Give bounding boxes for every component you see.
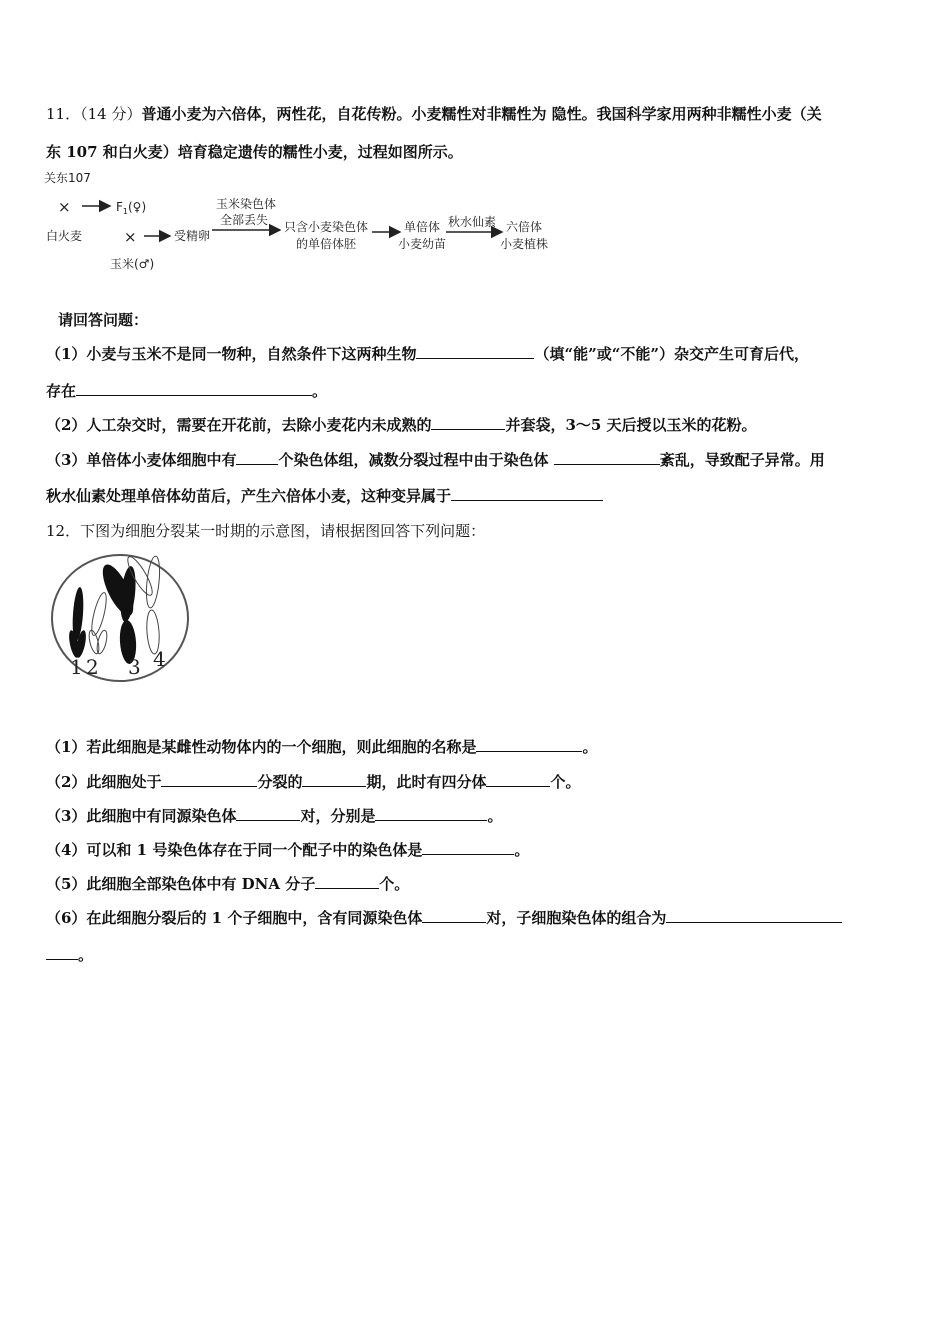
q11-p1-blank2[interactable] xyxy=(76,380,312,396)
hexaploid-line1: 六倍体 xyxy=(506,220,543,234)
parent2-label: 白火麦 xyxy=(46,229,83,243)
q11-p2-text-a: （2）人工杂交时，需要在开花前，去除小麦花内未成熟的 xyxy=(46,416,432,434)
q11-p1-text-d: 。 xyxy=(312,382,328,400)
q12-s2-text-b: 分裂的 xyxy=(257,773,303,791)
q11-score: （14 分） xyxy=(80,105,142,123)
q11-p3-text-c: 紊乱，导致配子异常。用 xyxy=(659,451,825,469)
embryo-line2: 的单倍体胚 xyxy=(296,237,357,251)
q12-s2-blank2[interactable] xyxy=(302,771,366,787)
q11-p3-text-d: 秋水仙素处理单倍体幼苗后，产生六倍体小麦，这种变异属于 xyxy=(46,487,452,505)
embryo-line1: 只含小麦染色体 xyxy=(284,220,369,234)
q11-part3-line1 xyxy=(46,449,825,470)
step1-line2: 全部丢失 xyxy=(220,213,269,227)
chromosome-1 xyxy=(67,587,88,659)
corn-label: 玉米(♂) xyxy=(110,257,155,271)
q11-p3-text-b: 个染色体组，减数分裂过程中由于染色体 xyxy=(278,451,549,469)
q11-part2-line xyxy=(46,414,757,435)
q12-intro: 12．下图为细胞分裂某一时期的示意图，请根据图回答下列问题： xyxy=(46,522,486,540)
q11-prompt: 请回答问题： xyxy=(58,311,149,329)
q12-s5-text-a: （5）此细胞全部染色体中有 DNA 分子 xyxy=(46,875,316,893)
q11-number: 11． xyxy=(46,105,81,123)
q12-s6-text-c: 。 xyxy=(78,946,94,964)
q11-p3-blank3[interactable] xyxy=(451,485,603,501)
q11-intro-text: 普通小麦为六倍体，两性花，自花传粉。小麦糯性对非糯性为 隐性。我国科学家用两种非糯性小麦（关 xyxy=(141,105,822,123)
chromosome-label-2: 2 xyxy=(86,655,99,679)
q12-s1-text-b: 。 xyxy=(582,738,598,756)
q11-p1-text-b: （填“能”或“不能”）杂交产生可育后代， xyxy=(534,345,809,363)
q12-s2-text-c: 期，此时有四分体 xyxy=(366,773,487,791)
q11-intro-line2: 东 107 和白火麦）培育稳定遗传的糯性小麦，过程如图所示。 xyxy=(46,143,463,161)
q12-s2-blank1[interactable] xyxy=(161,771,257,787)
chromosome-label-3: 3 xyxy=(128,655,141,679)
chromosome-label-4: 4 xyxy=(153,647,166,671)
haploid-line2: 小麦幼苗 xyxy=(398,237,447,251)
q11-part1-line2 xyxy=(46,380,327,401)
q12-s2-text-d: 个。 xyxy=(550,773,581,791)
hexaploid-line2: 小麦植株 xyxy=(500,237,549,251)
cell-division-diagram xyxy=(48,552,193,687)
q12-sub6-line1 xyxy=(46,907,842,928)
q12-sub6-line2 xyxy=(46,944,93,965)
q11-p2-text-b: 并套袋，3～5 天后授以玉米的花粉。 xyxy=(505,416,757,434)
step2-label: 秋水仙素 xyxy=(448,215,497,229)
fertilized-egg-label: 受精卵 xyxy=(174,229,211,243)
q11-part1-line1 xyxy=(46,343,809,364)
q12-s3-text-a: （3）此细胞中有同源染色体 xyxy=(46,807,237,825)
breeding-process-diagram xyxy=(40,168,580,278)
q12-s3-text-b: 对，分别是 xyxy=(300,807,376,825)
q11-p3-text-a: （3）单倍体小麦体细胞中有 xyxy=(46,451,237,469)
q11-p1-text-a: （1）小麦与玉米不是同一物种，自然条件下这两种生物 xyxy=(46,345,417,363)
q11-p3-blank1[interactable] xyxy=(236,449,278,465)
q12-sub5 xyxy=(46,873,409,894)
q12-sub2 xyxy=(46,771,581,792)
q12-sub4 xyxy=(46,839,529,860)
chromosome-2 xyxy=(87,591,109,654)
q12-s2-blank3[interactable] xyxy=(486,771,550,787)
f1-label: $F_1(♀)$ xyxy=(116,200,147,216)
q12-s6-blank2[interactable] xyxy=(666,907,842,923)
q11-p1-blank1[interactable] xyxy=(416,343,534,359)
q12-s5-text-b: 个。 xyxy=(379,875,410,893)
q11-p2-blank[interactable] xyxy=(431,414,505,430)
q12-sub3 xyxy=(46,805,502,826)
q12-s3-blank1[interactable] xyxy=(236,805,300,821)
haploid-line1: 单倍体 xyxy=(404,220,441,234)
cross-symbol-2: × xyxy=(124,228,137,246)
q12-sub1 xyxy=(46,736,597,757)
q12-s6-text-b: 对，子细胞染色体的组合为 xyxy=(486,909,667,927)
q12-s6-text-a: （6）在此细胞分裂后的 1 个子细胞中，含有同源染色体 xyxy=(46,909,423,927)
q11-intro-line1 xyxy=(46,103,822,124)
q12-s1-text-a: （1）若此细胞是某雌性动物体内的一个细胞，则此细胞的名称是 xyxy=(46,738,477,756)
q12-s1-blank[interactable] xyxy=(476,736,582,752)
q11-p3-blank2[interactable] xyxy=(554,449,660,465)
q12-s4-text-b: 。 xyxy=(514,841,530,859)
q12-s3-text-c: 。 xyxy=(487,807,503,825)
step1-line1: 玉米染色体 xyxy=(216,197,277,211)
q12-s4-text-a: （4）可以和 1 号染色体存在于同一个配子中的染色体是 xyxy=(46,841,423,859)
q12-s2-text-a: （2）此细胞处于 xyxy=(46,773,162,791)
q12-s3-blank2[interactable] xyxy=(375,805,487,821)
q12-s5-blank[interactable] xyxy=(315,873,379,889)
q11-p1-text-c: 存在 xyxy=(46,382,77,400)
q12-s4-blank[interactable] xyxy=(422,839,514,855)
q11-part3-line2 xyxy=(46,485,603,506)
q12-s6-blank1[interactable] xyxy=(422,907,486,923)
chromosome-label-1: 1 xyxy=(70,655,83,679)
parent1-label: 关东107 xyxy=(44,171,91,185)
cross-symbol-1: × xyxy=(58,198,71,216)
q12-s6-blank2-cont[interactable] xyxy=(46,944,78,960)
